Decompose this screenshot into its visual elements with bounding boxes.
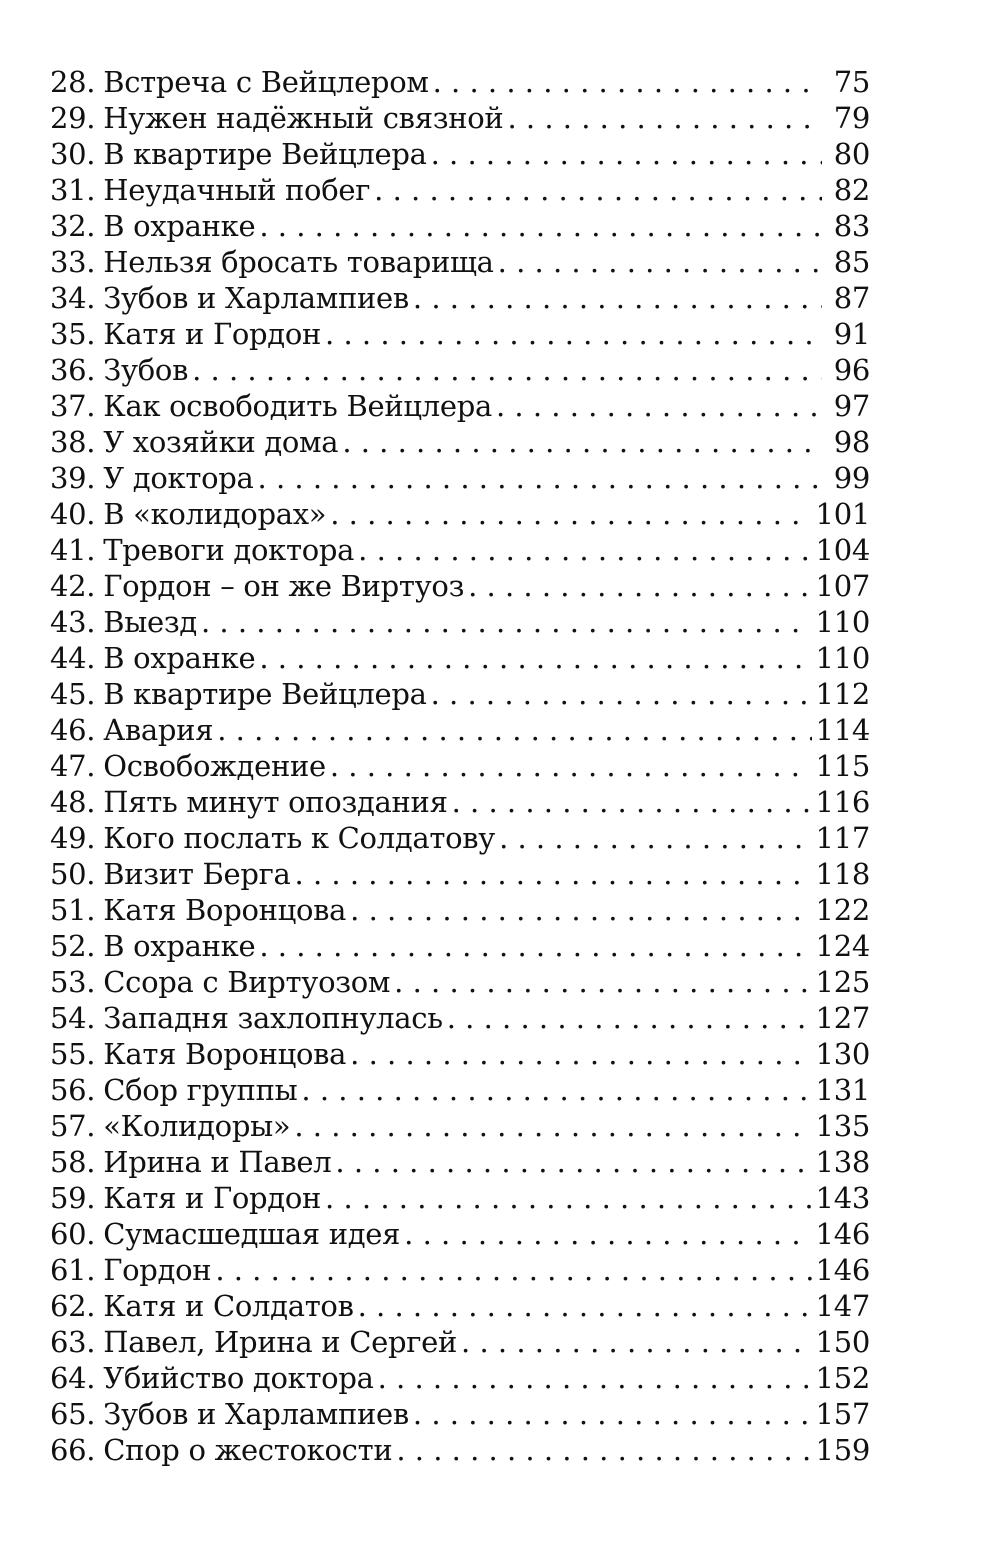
toc-entry-number: 49. bbox=[50, 821, 96, 855]
toc-dot-leader bbox=[374, 172, 822, 208]
toc-entry-number: 51. bbox=[50, 893, 96, 927]
toc-entry-number: 47. bbox=[50, 749, 96, 783]
toc-entry-title: Освобождение bbox=[103, 749, 326, 783]
toc-dot-leader bbox=[394, 964, 811, 1000]
toc-entry bbox=[50, 316, 870, 352]
toc-entry-title: Как освободить Вейцлера bbox=[103, 389, 492, 423]
toc-entry bbox=[50, 352, 870, 388]
toc-entry-number: 60. bbox=[50, 1217, 96, 1251]
toc-entry-page: 107 bbox=[815, 569, 870, 603]
toc-entry-title: В квартире Вейцлера bbox=[103, 137, 427, 171]
toc-entry bbox=[50, 280, 870, 316]
toc-entry bbox=[50, 1216, 870, 1252]
toc-entry-page: 146 bbox=[815, 1217, 870, 1251]
toc-entry bbox=[50, 1252, 870, 1288]
toc-entry bbox=[50, 676, 870, 712]
toc-entry-number: 38. bbox=[50, 425, 96, 459]
toc-entry bbox=[50, 1324, 870, 1360]
toc-dot-leader bbox=[301, 1072, 811, 1108]
toc-dot-leader bbox=[396, 1432, 811, 1468]
toc-entry-title: Авария bbox=[103, 713, 214, 747]
toc-entry-page: 85 bbox=[833, 245, 870, 279]
toc-entry-title: Павел, Ирина и Сергей bbox=[103, 1325, 458, 1359]
toc-dot-leader bbox=[325, 316, 822, 352]
toc-dot-leader bbox=[259, 928, 811, 964]
toc-entry-page: 101 bbox=[815, 497, 870, 531]
toc-dot-leader bbox=[295, 856, 812, 892]
toc-dot-leader bbox=[452, 784, 812, 820]
toc-entry bbox=[50, 784, 870, 820]
toc-entry-title: Нужен надёжный связной bbox=[103, 101, 504, 135]
toc-entry-page: 143 bbox=[815, 1181, 870, 1215]
table-of-contents bbox=[50, 64, 870, 1468]
toc-entry-title: В «колидорах» bbox=[103, 497, 327, 531]
toc-entry-title: Сумасшедшая идея bbox=[103, 1217, 401, 1251]
toc-dot-leader bbox=[294, 1108, 811, 1144]
toc-entry-title: Гордон bbox=[103, 1253, 212, 1287]
toc-entry-number: 37. bbox=[50, 389, 96, 423]
toc-entry-page: 112 bbox=[815, 677, 870, 711]
toc-entry-title: Тревоги доктора bbox=[103, 533, 355, 567]
toc-entry-title: Зубов и Харлампиев bbox=[103, 1397, 409, 1431]
toc-entry-title: В охранке bbox=[103, 641, 256, 675]
toc-entry-page: 152 bbox=[815, 1361, 870, 1395]
toc-dot-leader bbox=[342, 424, 822, 460]
toc-entry bbox=[50, 460, 870, 496]
toc-entry bbox=[50, 748, 870, 784]
toc-entry-title: Кого послать к Солдатову bbox=[103, 821, 496, 855]
toc-entry-number: 40. bbox=[50, 497, 96, 531]
toc-entry bbox=[50, 208, 870, 244]
toc-entry-number: 55. bbox=[50, 1037, 96, 1071]
toc-entry-title: В охранке bbox=[103, 929, 256, 963]
toc-entry-number: 36. bbox=[50, 353, 96, 387]
toc-entry bbox=[50, 1144, 870, 1180]
toc-entry-number: 58. bbox=[50, 1145, 96, 1179]
toc-entry-page: 98 bbox=[833, 425, 870, 459]
toc-entry bbox=[50, 1360, 870, 1396]
toc-entry bbox=[50, 172, 870, 208]
toc-entry bbox=[50, 640, 870, 676]
toc-entry bbox=[50, 712, 870, 748]
toc-dot-leader bbox=[258, 460, 822, 496]
toc-dot-leader bbox=[259, 208, 822, 244]
toc-entry-title: Неудачный побег bbox=[103, 173, 371, 207]
toc-entry-number: 52. bbox=[50, 929, 96, 963]
toc-entry bbox=[50, 928, 870, 964]
toc-entry bbox=[50, 1072, 870, 1108]
toc-entry-title: Спор о жестокости bbox=[103, 1433, 393, 1467]
toc-entry-number: 28. bbox=[50, 65, 96, 99]
toc-entry-page: 130 bbox=[815, 1037, 870, 1071]
toc-dot-leader bbox=[447, 1000, 812, 1036]
toc-entry bbox=[50, 604, 870, 640]
toc-entry bbox=[50, 964, 870, 1000]
toc-entry-page: 127 bbox=[815, 1001, 870, 1035]
toc-dot-leader bbox=[468, 568, 811, 604]
toc-entry bbox=[50, 424, 870, 460]
toc-dot-leader bbox=[433, 64, 822, 100]
toc-entry-title: У доктора bbox=[103, 461, 254, 495]
toc-entry bbox=[50, 1180, 870, 1216]
toc-entry-page: 146 bbox=[815, 1253, 870, 1287]
toc-entry-number: 35. bbox=[50, 317, 96, 351]
toc-entry-title: Выезд bbox=[103, 605, 197, 639]
toc-entry-number: 34. bbox=[50, 281, 96, 315]
toc-entry bbox=[50, 1396, 870, 1432]
toc-dot-leader bbox=[325, 1180, 812, 1216]
toc-entry-number: 32. bbox=[50, 209, 96, 243]
toc-entry bbox=[50, 244, 870, 280]
toc-entry-page: 117 bbox=[815, 821, 870, 855]
toc-entry-page: 99 bbox=[833, 461, 870, 495]
toc-dot-leader bbox=[358, 1288, 812, 1324]
toc-dot-leader bbox=[192, 352, 822, 388]
toc-entry-title: Катя Воронцова bbox=[103, 893, 347, 927]
toc-entry-page: 138 bbox=[815, 1145, 870, 1179]
toc-entry-page: 150 bbox=[815, 1325, 870, 1359]
toc-dot-leader bbox=[335, 1144, 811, 1180]
toc-entry-title: Катя Воронцова bbox=[103, 1037, 347, 1071]
toc-dot-leader bbox=[413, 1396, 812, 1432]
toc-entry-title: Визит Берга bbox=[103, 857, 291, 891]
toc-entry-number: 29. bbox=[50, 101, 96, 135]
toc-entry bbox=[50, 64, 870, 100]
toc-entry-title: Сбор группы bbox=[103, 1073, 298, 1107]
toc-entry-title: Ссора с Виртуозом bbox=[103, 965, 391, 999]
toc-entry-page: 91 bbox=[833, 317, 870, 351]
toc-entry-number: 64. bbox=[50, 1361, 96, 1395]
toc-entry-page: 79 bbox=[833, 101, 870, 135]
toc-dot-leader bbox=[431, 676, 812, 712]
toc-entry-page: 96 bbox=[833, 353, 870, 387]
toc-entry-page: 131 bbox=[815, 1073, 870, 1107]
toc-entry bbox=[50, 856, 870, 892]
toc-entry-number: 48. bbox=[50, 785, 96, 819]
toc-dot-leader bbox=[350, 1036, 811, 1072]
toc-entry bbox=[50, 820, 870, 856]
toc-entry bbox=[50, 532, 870, 568]
toc-entry-number: 54. bbox=[50, 1001, 96, 1035]
toc-dot-leader bbox=[217, 712, 811, 748]
toc-entry bbox=[50, 568, 870, 604]
toc-entry-page: 115 bbox=[815, 749, 870, 783]
toc-dot-leader bbox=[350, 892, 811, 928]
toc-entry bbox=[50, 1108, 870, 1144]
toc-entry-number: 57. bbox=[50, 1109, 96, 1143]
toc-entry-number: 39. bbox=[50, 461, 96, 495]
toc-dot-leader bbox=[496, 388, 822, 424]
toc-entry-number: 53. bbox=[50, 965, 96, 999]
toc-entry-page: 159 bbox=[815, 1433, 870, 1467]
toc-entry-title: Встреча с Вейцлером bbox=[103, 65, 429, 99]
toc-entry-number: 31. bbox=[50, 173, 96, 207]
toc-entry bbox=[50, 136, 870, 172]
toc-entry-title: Убийство доктора bbox=[103, 1361, 374, 1395]
toc-dot-leader bbox=[215, 1252, 811, 1288]
toc-entry-page: 83 bbox=[833, 209, 870, 243]
toc-entry-page: 118 bbox=[815, 857, 870, 891]
toc-entry-number: 43. bbox=[50, 605, 96, 639]
toc-entry-number: 50. bbox=[50, 857, 96, 891]
toc-entry-number: 66. bbox=[50, 1433, 96, 1467]
toc-entry-page: 114 bbox=[815, 713, 870, 747]
toc-dot-leader bbox=[507, 100, 822, 136]
toc-entry-page: 110 bbox=[815, 641, 870, 675]
toc-entry-title: Пять минут опоздания bbox=[103, 785, 448, 819]
toc-entry-title: Зубов bbox=[103, 353, 189, 387]
toc-entry-number: 41. bbox=[50, 533, 96, 567]
toc-entry bbox=[50, 388, 870, 424]
toc-entry-title: В охранке bbox=[103, 209, 256, 243]
toc-entry bbox=[50, 100, 870, 136]
toc-entry bbox=[50, 892, 870, 928]
toc-entry-page: 97 bbox=[833, 389, 870, 423]
toc-entry-title: Катя и Гордон bbox=[103, 317, 322, 351]
toc-entry-number: 45. bbox=[50, 677, 96, 711]
toc-entry-number: 33. bbox=[50, 245, 96, 279]
toc-entry-page: 82 bbox=[833, 173, 870, 207]
toc-entry-page: 87 bbox=[833, 281, 870, 315]
toc-dot-leader bbox=[404, 1216, 811, 1252]
toc-entry-page: 147 bbox=[815, 1289, 870, 1323]
toc-entry-page: 75 bbox=[833, 65, 870, 99]
toc-entry-number: 44. bbox=[50, 641, 96, 675]
toc-entry bbox=[50, 1000, 870, 1036]
toc-entry-number: 42. bbox=[50, 569, 96, 603]
toc-dot-leader bbox=[201, 604, 812, 640]
toc-entry-title: Катя и Гордон bbox=[103, 1181, 322, 1215]
toc-entry-page: 124 bbox=[815, 929, 870, 963]
toc-entry-title: Зубов и Харлампиев bbox=[103, 281, 409, 315]
toc-dot-leader bbox=[498, 244, 822, 280]
toc-entry-page: 116 bbox=[815, 785, 870, 819]
toc-entry-number: 65. bbox=[50, 1397, 96, 1431]
toc-entry-number: 46. bbox=[50, 713, 96, 747]
toc-entry-number: 63. bbox=[50, 1325, 96, 1359]
toc-entry-page: 135 bbox=[815, 1109, 870, 1143]
toc-entry-page: 110 bbox=[815, 605, 870, 639]
toc-entry-title: В квартире Вейцлера bbox=[103, 677, 427, 711]
toc-dot-leader bbox=[358, 532, 811, 568]
toc-entry bbox=[50, 1036, 870, 1072]
toc-entry-title: Нельзя бросать товарища bbox=[103, 245, 494, 279]
toc-entry-title: У хозяйки дома bbox=[103, 425, 339, 459]
toc-entry-number: 56. bbox=[50, 1073, 96, 1107]
toc-dot-leader bbox=[499, 820, 811, 856]
toc-dot-leader bbox=[330, 748, 812, 784]
toc-entry-page: 80 bbox=[833, 137, 870, 171]
toc-entry bbox=[50, 496, 870, 532]
toc-entry-number: 61. bbox=[50, 1253, 96, 1287]
toc-entry bbox=[50, 1432, 870, 1468]
toc-dot-leader bbox=[259, 640, 811, 676]
toc-dot-leader bbox=[378, 1360, 812, 1396]
toc-entry-title: Западня захлопнулась bbox=[103, 1001, 443, 1035]
toc-entry-number: 30. bbox=[50, 137, 96, 171]
toc-entry bbox=[50, 1288, 870, 1324]
toc-entry-number: 62. bbox=[50, 1289, 96, 1323]
toc-entry-page: 157 bbox=[815, 1397, 870, 1431]
toc-dot-leader bbox=[461, 1324, 812, 1360]
toc-entry-page: 104 bbox=[815, 533, 870, 567]
toc-entry-title: «Колидоры» bbox=[103, 1109, 291, 1143]
toc-entry-page: 122 bbox=[815, 893, 870, 927]
toc-dot-leader bbox=[413, 280, 822, 316]
toc-entry-number: 59. bbox=[50, 1181, 96, 1215]
toc-entry-title: Катя и Солдатов bbox=[103, 1289, 354, 1323]
toc-dot-leader bbox=[431, 136, 822, 172]
toc-dot-leader bbox=[330, 496, 811, 532]
toc-entry-title: Гордон – он же Виртуоз bbox=[103, 569, 465, 603]
toc-entry-title: Ирина и Павел bbox=[103, 1145, 332, 1179]
toc-entry-page: 125 bbox=[815, 965, 870, 999]
